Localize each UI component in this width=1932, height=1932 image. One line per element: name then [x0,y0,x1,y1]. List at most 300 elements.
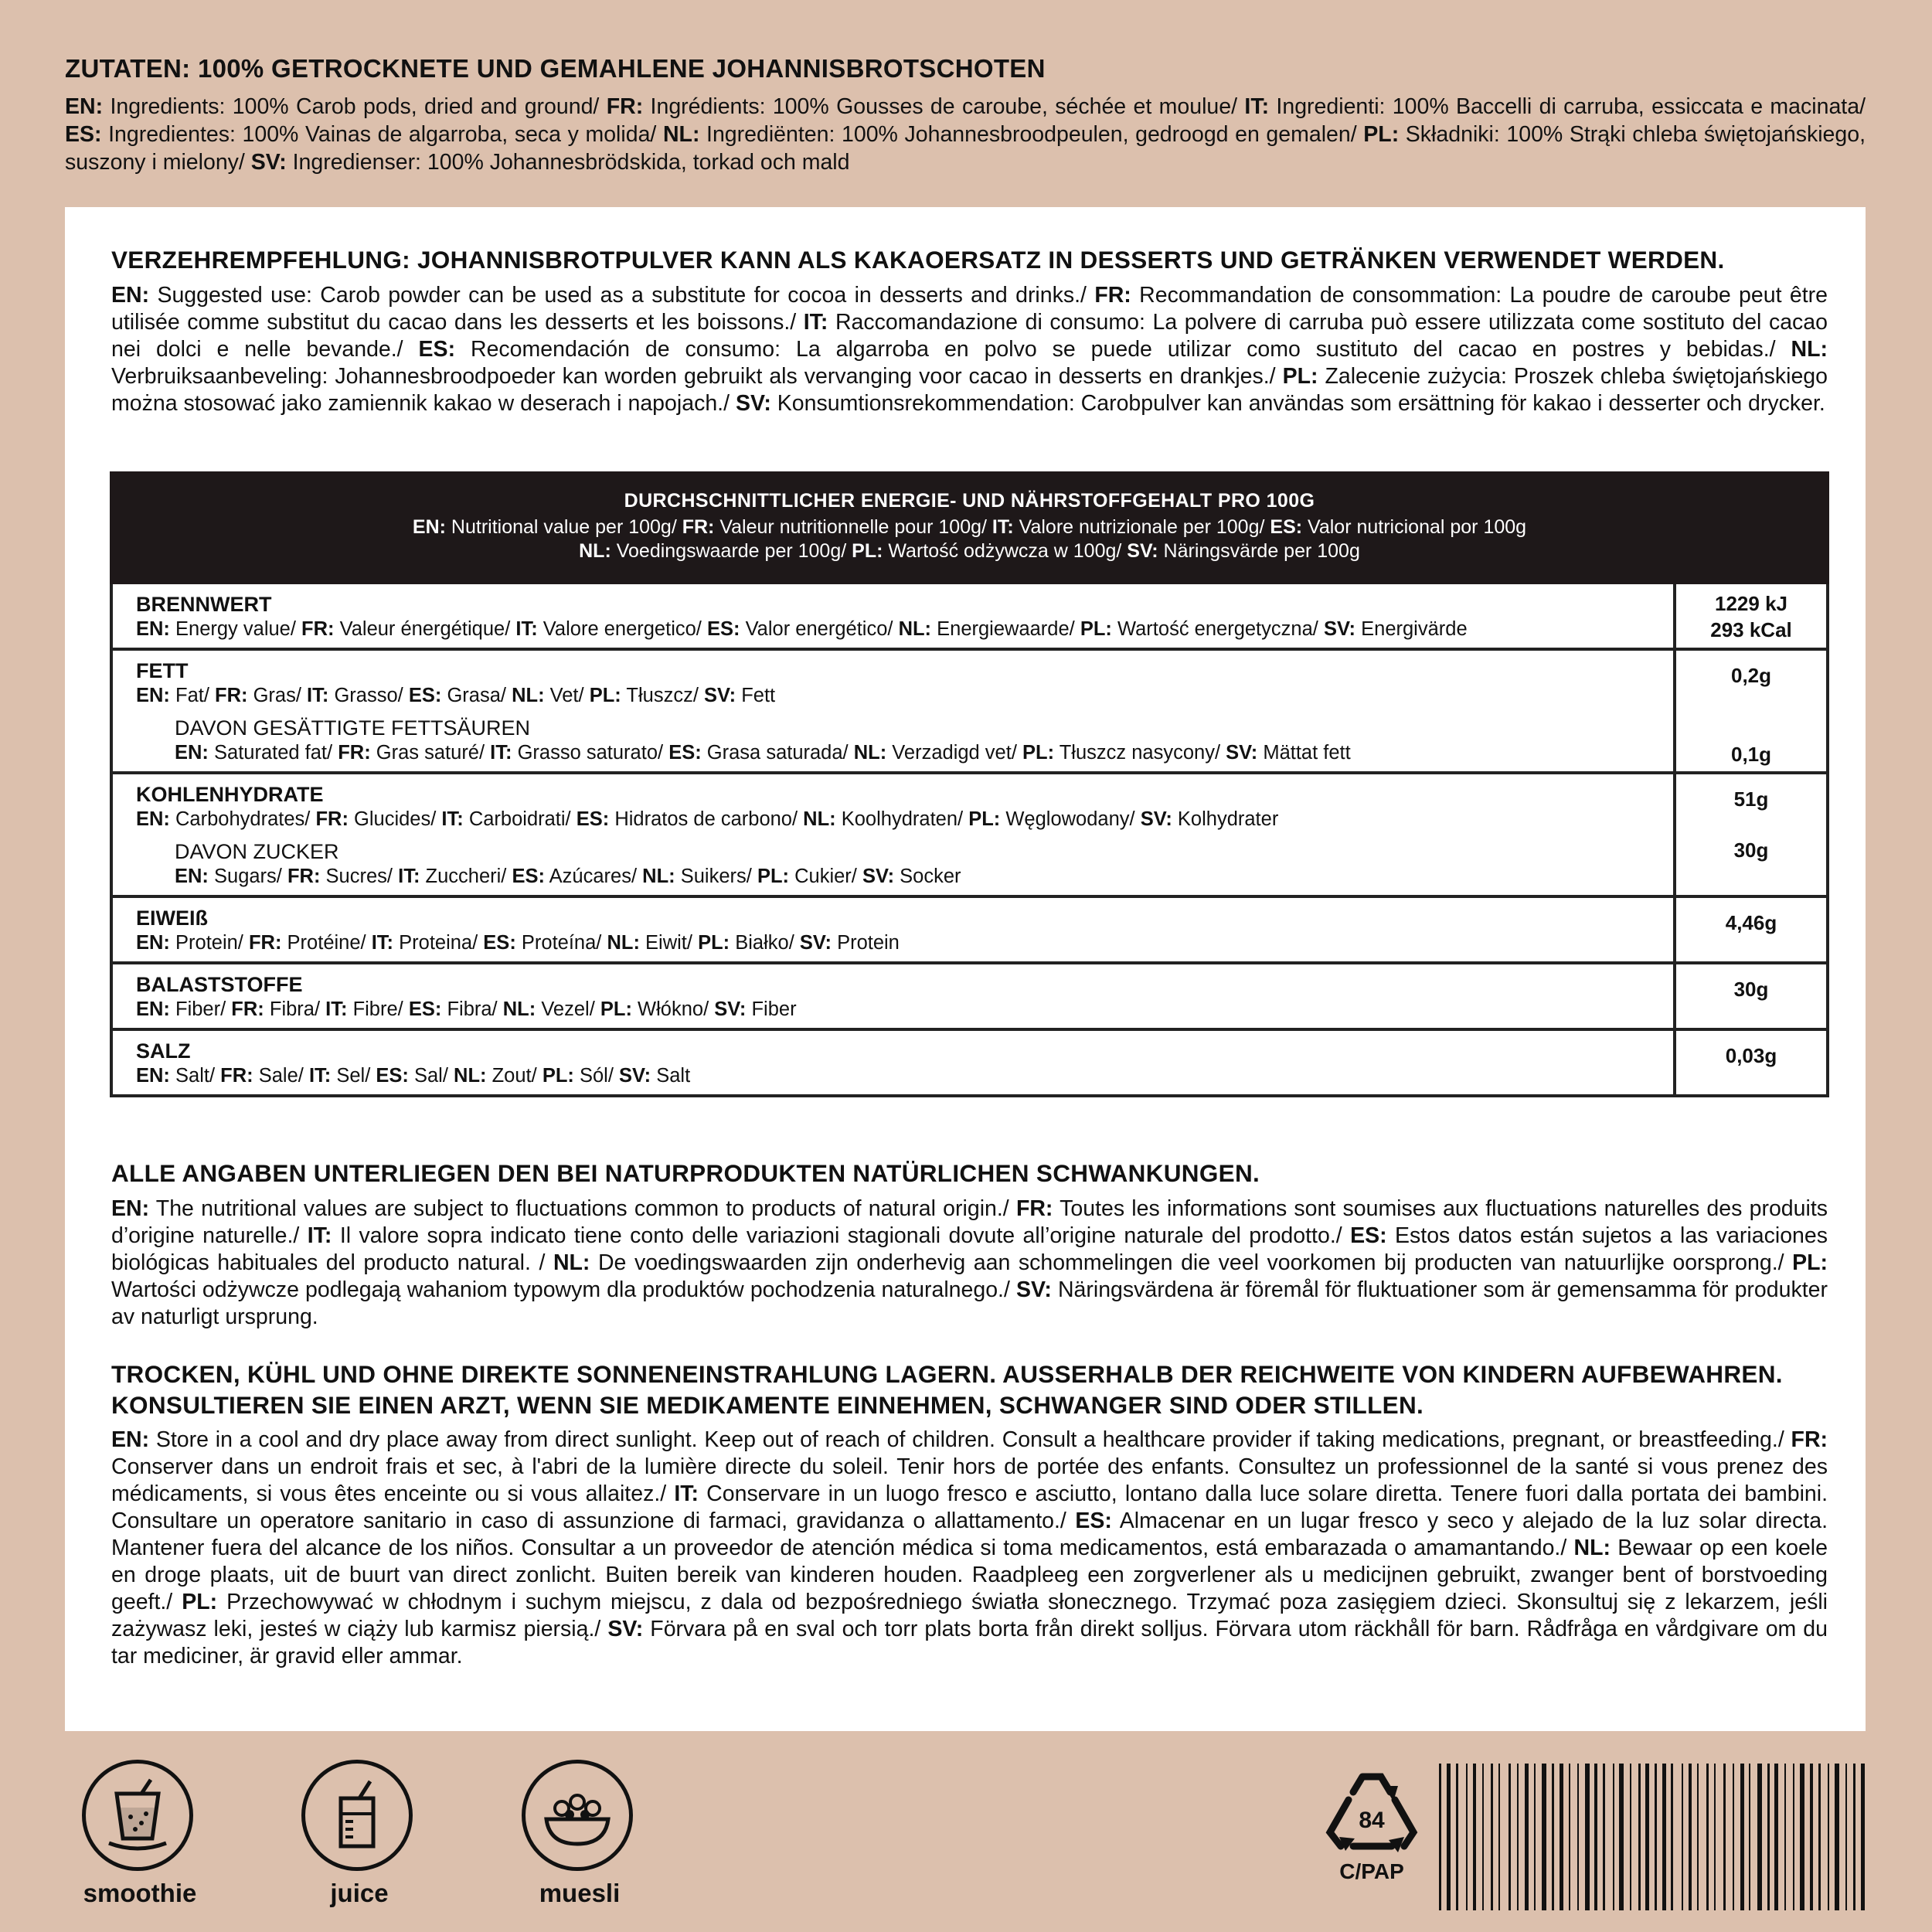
lang-text: Conservare in un luogo fresco e asciutto, lontano dalla luce solare diretta. Tenere fuori dalla portata dei bambini. Consultare un operatore sanitario in caso di assunzione di farmaci, gravidanza o allattamento./ [111,1481,1828,1533]
lang-code: ES: [512,866,545,887]
barcode-bar [1560,1764,1563,1910]
lang-text: Gras/ [247,685,301,706]
lang-code: EN: [136,998,170,1020]
lang-code: NL: [642,866,675,887]
barcode-bar [1749,1764,1750,1910]
nutrient-label-cell [113,898,1676,961]
ingredients-section [65,54,1866,176]
lang-text: Näringsvärdena är föremål för fluktuationer som är gemensamma för produkter av naturligt ursprung. [111,1277,1828,1329]
nutrient-value-cell [1676,774,1826,895]
nutrient-label-cell [113,651,1676,771]
lang-text: Wartości odżywcze podlegają wahaniom typowym dla produktów pochodzenia naturalnego./ [111,1277,1010,1302]
lang-code: ES: [1350,1223,1387,1248]
lang-code: IT: [398,866,420,887]
lang-text: Salt/ [169,1065,216,1087]
lang-code: PL: [1282,364,1318,389]
info-panel [65,207,1866,1731]
lang-code: IT: [307,685,329,706]
lang-code: PL: [1022,742,1055,764]
barcode-bar [1603,1764,1605,1910]
lang-code: NL: [454,1065,487,1087]
lang-code: NL: [579,540,611,562]
lang-text: Carboidrati/ [463,808,571,830]
muesli-label: muesli [539,1879,621,1907]
nutrient-label-cell [113,774,1676,895]
usage-section [111,246,1828,417]
lang-code: SV: [799,932,832,954]
lang-code: NL: [502,998,536,1020]
lang-code: EN: [136,618,170,640]
lang-text: Verbruiksaanbeveling: Johannesbroodpoeder kan worden gebruikt als vervanging voor cacao in desserts en drankjes./ [111,364,1276,389]
lang-text: Sól/ [573,1065,614,1087]
lang-text: Przechowywać w chłodnym i suchym miejscu, z dala od bezpośredniego światła słonecznego. Trzymać poza zasięgiem dzieci. Skonsultuj się z lekarzem, jeśli zażywasz leki, jesteś w ciąży lub karmisz piersią./ [111,1590,1828,1641]
lang-code: PL: [1792,1250,1828,1275]
lang-code: NL: [553,1250,590,1275]
barcode-bar [1577,1764,1579,1910]
nutrition-row [113,895,1826,961]
barcode-bar [1723,1764,1726,1910]
nutrient-value: 30g [1733,978,1769,1001]
barcode-bar [1767,1764,1770,1910]
lang-code: ES: [483,932,516,954]
lang-code: ES: [1075,1509,1112,1533]
storage-title [111,1359,1828,1420]
nutrition-row [113,961,1826,1028]
lang-text: Valore nutrizionale per 100g/ [1013,516,1265,538]
lang-text: Suggested use: Carob powder can be used as a substitute for cocoa in desserts and drinks./ [149,283,1087,308]
nutrient-name: BRENNWERT [136,593,272,616]
nutrient-value-cell [1676,584,1826,648]
nutrient-translations [136,997,1673,1022]
lang-text: Estos datos están sujetos a las variaciones biológicas habituales del producto natural. / [111,1223,1828,1275]
barcode-bar [1671,1764,1673,1910]
nutrient-value-cell [1676,651,1826,771]
lang-text: Socker [894,866,961,887]
lang-code: IT: [441,808,464,830]
recycling-mark [1318,1766,1426,1884]
lang-text: Fibra/ [264,998,321,1020]
lang-code: EN: [412,516,446,538]
nutrient-value: 0,03g [1725,1044,1777,1067]
lang-text: Näringsvärde per 100g [1158,540,1360,562]
sub-nutrient-value: 0,1g [1730,743,1772,766]
barcode-bar [1714,1764,1716,1910]
barcode-bar [1569,1764,1570,1910]
lang-text: Zalecenie zużycia: Proszek chleba świętojańskiego można stosować jako zamiennik kakao w deserach i napojach./ [111,364,1828,416]
lang-code: SV: [607,1617,644,1641]
lang-text: Toutes les informations sont soumises aux fluctuations naturelles des produits d’origine naturelle./ [111,1196,1828,1248]
nutrition-row [113,584,1826,648]
barcode-bar [1835,1764,1839,1910]
lang-code: FR: [301,618,335,640]
lang-text: Fiber/ [169,998,226,1020]
nutrition-body [110,584,1829,1097]
lang-text: Wartość energetyczna/ [1111,618,1318,640]
lang-text: Voedingswaarde per 100g/ [611,540,847,562]
lang-text: Azúcares/ [545,866,638,887]
lang-code: EN: [136,808,170,830]
barcode-bar [1542,1764,1546,1910]
lang-text: Proteína/ [515,932,602,954]
lang-code: NL: [607,932,640,954]
lang-text: Protéine/ [281,932,366,954]
lang-code: PL: [589,685,621,706]
lang-text: Saturated fat/ [208,742,333,764]
lang-text: Valeur énergétique/ [334,618,511,640]
lang-code: SV: [1226,742,1258,764]
lang-text: Eiwit/ [639,932,692,954]
lang-code: PL: [698,932,730,954]
lang-code: FR: [315,808,349,830]
lang-code: EN: [175,742,209,764]
lang-text: Sugars/ [208,866,282,887]
barcode-bar [1619,1764,1624,1910]
lang-text: Ingrédients: 100% Gousses de caroube, séchée et moulue/ [643,94,1238,119]
lang-text: Białko/ [730,932,794,954]
lang-text: Węglowodany/ [1000,808,1135,830]
lang-code: FR: [1791,1427,1828,1452]
barcode-bar [1689,1764,1692,1910]
nutrient-label-cell [113,584,1676,648]
lang-code: ES: [1270,516,1303,538]
nutrient-translations [136,807,1673,832]
lang-text: Energivärde [1355,618,1468,640]
lang-text: Zout/ [486,1065,537,1087]
barcode-bar [1828,1764,1829,1910]
lang-code: NL: [803,808,836,830]
nutrient-name: EIWEIß [136,906,208,930]
lang-text: Recomendación de consumo: La algarroba en polvo se puede utilizar como sustituto del cacao en postres y bebidas./ [455,337,1776,362]
nutrient-value: 293 kCal [1710,618,1792,641]
smoothie-label: smoothie [83,1879,197,1907]
lang-text: Salt [651,1065,691,1087]
storage-title-line-2: KONSULTIEREN SIE EINEN ARZT, WENN SIE MEDIKAMENTE EINNEHMEN, SCHWANGER SIND ODER STILLEN. [111,1391,1424,1419]
lang-code: IT: [307,1223,332,1248]
lang-code: FR: [231,998,264,1020]
barcode-bar [1630,1764,1631,1910]
lang-code: FR: [1015,1196,1053,1221]
lang-code: ES: [408,685,442,706]
lang-code: EN: [111,283,150,308]
smoothie-icon [82,1760,193,1871]
barcode-bar [1509,1764,1511,1910]
lang-text: Sal/ [408,1065,448,1087]
nutrition-row [113,648,1826,771]
lang-text: Grasso/ [328,685,403,706]
lang-text: Nutritional value per 100g/ [445,516,677,538]
lang-code: SV: [250,150,287,175]
lang-text: Gras saturé/ [370,742,485,764]
lang-text: Grasa/ [441,685,506,706]
usage-title: VERZEHREMPFEHLUNG: JOHANNISBROTPULVER KANN ALS KAKAOERSATZ IN DESSERTS UND GETRÄNKEN VERWENDET WERDEN. [111,246,1725,274]
barcode-bar [1498,1764,1500,1910]
lang-text: Conserver dans un endroit frais et sec, à l'abri de la lumière directe du soleil. Tenir hors de portée des enfants. Consultez un professionnel de la santé si vous prenez des médicaments, si vous êtes enceinte ou si vous allaitez./ [111,1454,1828,1506]
lang-code: FR: [220,1065,253,1087]
nutrition-header [110,471,1829,584]
lang-code: IT: [803,310,828,335]
nutrient-label-cell [113,1031,1676,1094]
nutrient-name: KOHLENHYDRATE [136,783,324,806]
barcode-bar [1594,1764,1597,1910]
note-title: ALLE ANGABEN UNTERLIEGEN DEN BEI NATURPRODUKTEN NATÜRLICHEN SCHWANKUNGEN. [111,1159,1260,1187]
lang-text: Ingredientes: 100% Vainas de algarroba, seca y molida/ [101,122,657,147]
lang-text: Mättat fett [1257,742,1351,764]
nutrient-value: 0,2g [1730,664,1772,687]
lang-code: SV: [735,391,771,416]
smoothie-usage [82,1760,198,1908]
lang-text: Energiewaarde/ [931,618,1075,640]
lang-code: EN: [136,932,170,954]
lang-code: EN: [175,866,209,887]
barcode-bar [1662,1764,1666,1910]
lang-text: Fiber [746,998,797,1020]
nutrient-value-cell [1676,964,1826,1028]
lang-text: Ingredienti: 100% Baccelli di carruba, essiccata e macinata/ [1269,94,1866,119]
lang-text: Fett [736,685,776,706]
barcode-bar [1861,1764,1865,1910]
barcode-bar [1613,1764,1614,1910]
nutrition-subtitle-2 [110,539,1829,563]
barcode-bar [1645,1764,1649,1910]
lang-text: Koolhydraten/ [835,808,964,830]
storage-text [111,1427,1828,1670]
lang-text: Valor energético/ [740,618,893,640]
lang-code: PL: [182,1590,218,1614]
lang-code: ES: [376,1065,409,1087]
lang-text: Store in a cool and dry place away from direct sunlight. Keep out of reach of children. Consult a healthcare provider if taking medications, pregnant, or breastfeeding./ [149,1427,1784,1452]
lang-code: FR: [248,932,282,954]
lang-code: EN: [111,1196,150,1221]
lang-text: Konsumtionsrekommendation: Carobpulver kan användas som ersättning för kakao i desserter och drycker. [770,391,1825,416]
lang-code: EN: [111,1427,150,1452]
lang-code: SV: [1323,618,1356,640]
lang-code: NL: [898,618,932,640]
nutrient-translations [136,930,1673,955]
lang-code: EN: [136,1065,170,1087]
barcode-bar [1706,1764,1709,1910]
lang-code: IT: [515,618,538,640]
lang-text: Proteina/ [393,932,478,954]
lang-code: IT: [674,1481,699,1506]
lang-code: NL: [662,122,700,147]
lang-text: Energy value/ [169,618,296,640]
nutrient-value-cell [1676,1031,1826,1094]
lang-text: Kolhydrater [1172,808,1279,830]
ingredients-title: ZUTATEN: 100% GETROCKNETE UND GEMAHLENE JOHANNISBROTSCHOTEN [65,54,1046,83]
sub-nutrient-translations [136,740,1673,765]
lang-code: SV: [862,866,895,887]
lang-text: Fat/ [169,685,209,706]
lang-text: Bewaar op een koele en droge plaats, uit de buurt van direct zonlicht. Buiten bereik van kinderen houden. Raadpleeg een zorgverlener als u medicijnen gebruikt, zwanger bent of borstvoeding geeft./ [111,1536,1828,1614]
lang-code: SV: [1015,1277,1052,1302]
barcode-bar [1466,1764,1468,1910]
lang-code: NL: [512,685,545,706]
barcode-bar [1740,1764,1744,1910]
barcode-bar [1818,1764,1821,1910]
ingredients-text [65,93,1866,176]
lang-text: Vet/ [544,685,584,706]
lang-code: SV: [704,685,736,706]
lang-text: Verzadigd vet/ [886,742,1017,764]
barcode-bar [1456,1764,1458,1910]
nutrient-name: FETT [136,659,189,682]
barcode-bar [1800,1764,1804,1910]
nutrient-value: 51g [1733,787,1769,811]
barcode-bar [1845,1764,1847,1910]
lang-text: Raccomandazione di consumo: La polvere di carruba può essere utilizzata come sostituto del cacao nei dolci e nelle bevande./ [111,310,1828,362]
lang-code: SV: [1127,540,1158,562]
lang-text: Ingredienser: 100% Johannesbrödskida, torkad och mald [286,150,850,175]
lang-code: ES: [418,337,456,362]
nutrition-row [113,771,1826,895]
nutrition-row [113,1028,1826,1094]
nutrient-value: 1229 kJ [1715,592,1787,615]
barcode-bar [1733,1764,1734,1910]
lang-text: Tłuszcz/ [621,685,699,706]
barcode-bar [1774,1764,1778,1910]
lang-text: Ingrediënten: 100% Johannesbroodpeulen, gedroogd en gemalen/ [699,122,1357,147]
nutrient-translations [136,683,1673,708]
lang-text: Hidratos de carbono/ [609,808,798,830]
lang-code: FR: [215,685,248,706]
barcode-bar [1525,1764,1529,1910]
lang-code: SV: [714,998,747,1020]
nutrient-label-cell [113,964,1676,1028]
lang-text: Almacenar en un lugar fresco y seco y alejado de la luz solar directa. Mantener fuera del alcance de los niños. Consultar a un proveedor de atención médica si toma medicamentos, está embarazada o amamantando./ [111,1509,1828,1560]
barcode-bar [1491,1764,1493,1910]
note-text [111,1196,1828,1331]
lang-code: SV: [1140,808,1172,830]
lang-text: Protein [831,932,900,954]
recycling-icon [1318,1766,1426,1859]
lang-text: Cukier/ [789,866,857,887]
nutrition-subtitle-1 [110,515,1829,539]
lang-text: Składniki: 100% Strąki chleba świętojańskiego, suszony i mielony/ [65,122,1866,175]
fluctuation-note [111,1159,1828,1331]
lang-text: Tłuszcz nasycony/ [1054,742,1221,764]
lang-code: IT: [325,998,348,1020]
lang-code: ES: [408,998,442,1020]
lang-text: Il valore sopra indicato tiene conto delle variazioni stagionali dovute all’origine naturale del prodotto./ [332,1223,1342,1248]
lang-text: Glucides/ [348,808,437,830]
lang-text: Fibre/ [347,998,403,1020]
lang-code: EN: [65,94,104,119]
lang-code: NL: [853,742,887,764]
lang-text: Sel/ [331,1065,371,1087]
lang-code: ES: [668,742,702,764]
barcode-bar [1655,1764,1657,1910]
barcode-bar [1784,1764,1786,1910]
lang-text: Carbohydrates/ [169,808,311,830]
barcode-bar [1697,1764,1699,1910]
sub-nutrient-value: 30g [1733,838,1769,862]
lang-text: Włókno/ [631,998,709,1020]
barcode-bar [1793,1764,1794,1910]
lang-text: Vezel/ [536,998,595,1020]
lang-code: NL: [1573,1536,1611,1560]
lang-text: Sale/ [253,1065,304,1087]
storage-title-line-1: TROCKEN, KÜHL UND OHNE DIREKTE SONNENEINSTRAHLUNG LAGERN. AUSSERHALB DER REICHWEITE VON KINDERN AUFBEWAHREN. [111,1360,1783,1388]
barcode-bar [1517,1764,1519,1910]
lang-code: ES: [706,618,740,640]
lang-code: ES: [576,808,610,830]
lang-text: The nutritional values are subject to fluctuations common to products of natural origin./ [149,1196,1009,1221]
juice-label: juice [330,1879,389,1907]
nutrition-table [110,471,1829,1097]
nutrient-name: BALASTSTOFFE [136,973,303,996]
barcode [1439,1764,1868,1910]
lang-code: FR: [606,94,644,119]
lang-text: Valore energetico/ [537,618,702,640]
recycling-label: C/PAP [1339,1859,1404,1883]
lang-text: Valor nutricional por 100g [1302,516,1527,538]
barcode-bar [1473,1764,1476,1910]
barcode-bar [1482,1764,1484,1910]
lang-code: IT: [992,516,1014,538]
lang-code: PL: [1080,618,1112,640]
barcode-bar [1810,1764,1813,1910]
lang-text: Zuccheri/ [420,866,507,887]
barcode-bar [1682,1764,1683,1910]
nutrient-translations [136,617,1673,641]
lang-code: IT: [1244,94,1270,119]
lang-code: FR: [338,742,371,764]
nutrient-value-cell [1676,898,1826,961]
lang-text: Recommandation de consommation: La poudre de caroube peut être utilisée comme substitut du cacao dans les desserts et les boissons./ [111,283,1828,335]
lang-code: ES: [65,122,102,147]
sub-nutrient-name: DAVON GESÄTTIGTE FETTSÄUREN [175,716,531,740]
lang-code: NL: [1791,337,1828,362]
barcode-bar [1638,1764,1641,1910]
nutrient-translations [136,1063,1673,1088]
lang-text: Suikers/ [675,866,752,887]
lang-text: Grasso saturato/ [512,742,664,764]
muesli-icon [522,1760,633,1871]
nutrition-title: DURCHSCHNITTLICHER ENERGIE- UND NÄHRSTOFFGEHALT PRO 100G [624,490,1315,512]
usage-text [111,282,1828,417]
lang-code: FR: [1094,283,1131,308]
lang-code: IT: [308,1065,332,1087]
lang-code: PL: [757,866,790,887]
lang-code: PL: [1363,122,1400,147]
juice-icon [301,1760,413,1871]
barcode-bar [1585,1764,1590,1910]
lang-text: Förvara på en sval och torr plats borta från direkt solljus. Förvara utom räckhåll för barn. Rådfråga en vårdgivare om du tar mediciner, är gravid eller ammar. [111,1617,1828,1668]
lang-text: De voedingswaarden zijn onderhevig aan schommelingen die veel voorkomen bij producten van natuurlijke oorsprong./ [590,1250,1784,1275]
muesli-usage [522,1760,638,1908]
nutrient-value: 4,46g [1725,911,1777,934]
barcode-bar [1853,1764,1855,1910]
lang-text: Grasa saturada/ [701,742,849,764]
lang-text: Valeur nutritionnelle pour 100g/ [714,516,987,538]
barcode-bar [1534,1764,1536,1910]
lang-code: PL: [968,808,1001,830]
lang-code: SV: [619,1065,651,1087]
lang-code: EN: [136,685,170,706]
barcode-bar [1447,1764,1451,1910]
lang-code: IT: [371,932,394,954]
lang-text: Wartość odżywcza w 100g/ [883,540,1122,562]
storage-section [111,1359,1828,1670]
lang-text: Ingredients: 100% Carob pods, dried and ground/ [103,94,600,119]
sub-nutrient-name: DAVON ZUCKER [175,840,339,863]
sub-nutrient-translations [136,864,1673,889]
barcode-bar [1552,1764,1554,1910]
barcode-bar [1757,1764,1762,1910]
juice-usage [301,1760,417,1908]
lang-code: IT: [490,742,512,764]
barcode-bar [1439,1764,1441,1910]
